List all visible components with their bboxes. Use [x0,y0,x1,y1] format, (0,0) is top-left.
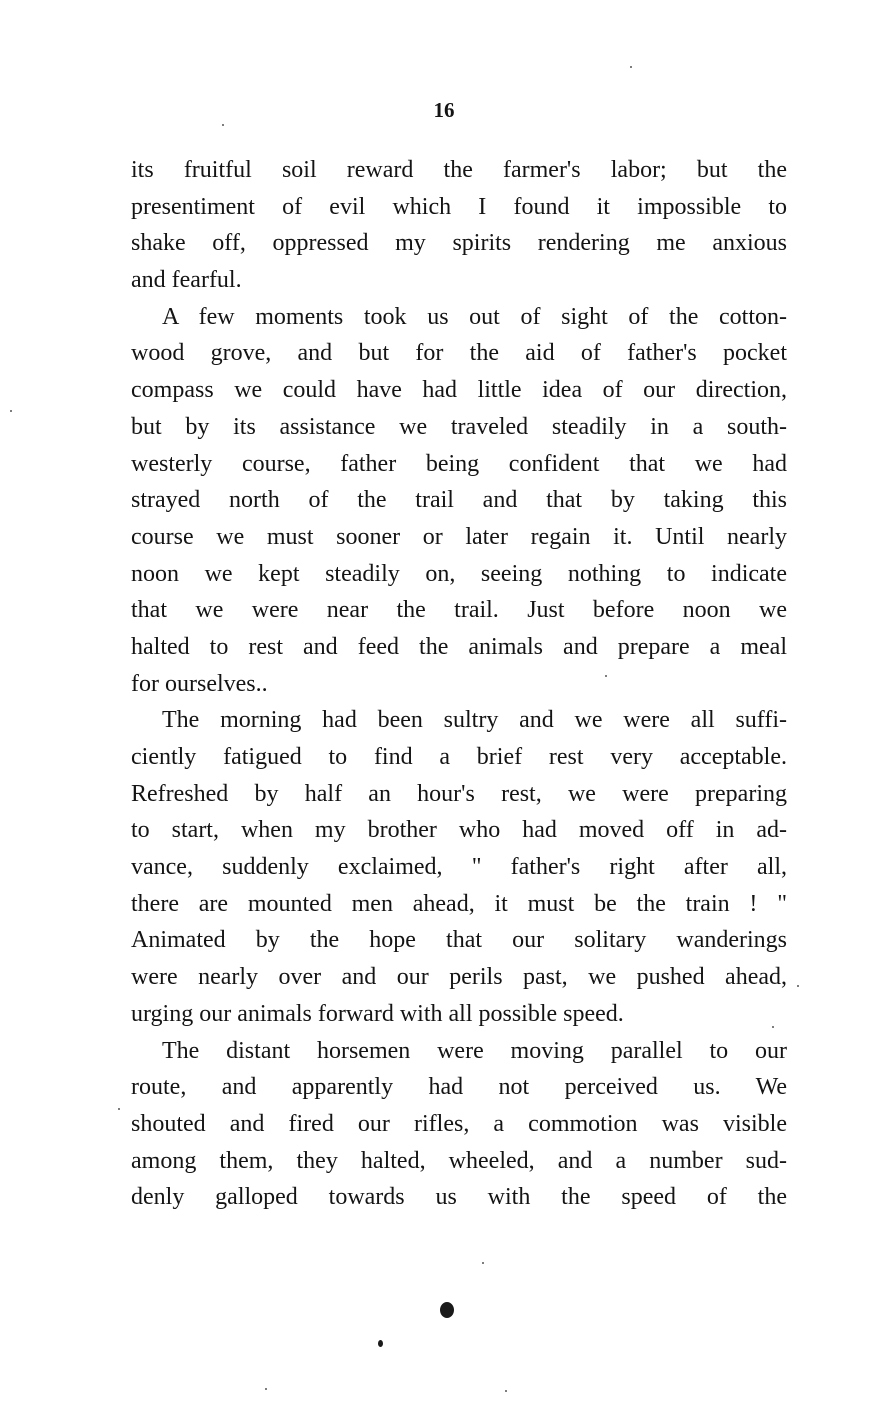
paper-speck [630,66,632,68]
text-line: halted to rest and feed the animals and prepare a meal [131,633,787,660]
text-line: The morning had been sultry and we were all suffi- [162,707,787,734]
page-number: 16 [433,98,455,122]
text-line: urging our animals forward with all possible speed. [131,1000,624,1027]
text-line: but by its assistance we traveled steadily in a south- [131,413,787,440]
paragraph-4 [131,1033,787,1216]
text-line: denly galloped towards us with the speed of the [131,1184,787,1211]
text-line: vance, suddenly exclaimed, " father's right after all, [131,854,787,881]
text-line: to start, when my brother who had moved off in ad- [131,817,787,844]
text-line: that we were near the trail. Just before noon we [131,597,787,624]
paragraph-2 [131,299,787,703]
paper-speck [772,1026,774,1028]
ink-blot [440,1302,454,1318]
text-line: there are mounted men ahead, it must be the train ! " [131,890,787,917]
text-line: compass we could have had little idea of our direction, [131,377,787,404]
text-line: A few moments took us out of sight of the cotton- [162,303,787,330]
paper-speck [118,1108,120,1110]
text-line: Animated by the hope that our solitary wanderings [131,927,787,954]
text-line: among them, they halted, wheeled, and a number sud- [131,1147,787,1174]
text-line: The distant horsemen were moving parallel to our [162,1037,787,1064]
paper-speck [265,1388,267,1390]
text-line: wood grove, and but for the aid of father's pocket [131,340,787,367]
text-line: presentiment of evil which I found it impossible to [131,193,787,220]
text-line: shouted and fired our rifles, a commotion was visible [131,1110,787,1137]
text-line: noon we kept steadily on, seeing nothing to indicate [131,560,787,587]
paper-speck [10,410,12,412]
paragraph-1 [131,152,787,299]
text-line: Refreshed by half an hour's rest, we were preparing [131,780,787,807]
text-line: shake off, oppressed my spirits rendering me anxious [131,230,787,257]
text-line: for ourselves.. [131,670,268,697]
text-line: westerly course, father being confident that we had [131,450,787,477]
paper-speck [505,1390,507,1392]
text-line: route, and apparently had not perceived us. We [131,1074,787,1101]
text-line: and fearful. [131,267,242,294]
text-line: its fruitful soil reward the farmer's labor; but the [131,157,787,183]
paper-speck [797,985,799,987]
text-line: ciently fatigued to find a brief rest very acceptable. [131,744,787,770]
text-line: strayed north of the trail and that by taking this [131,487,787,514]
text-line: were nearly over and our perils past, we pushed ahead, [131,964,787,991]
page-body [131,152,787,1216]
text-line: course we must sooner or later regain it. Until nearly [131,523,787,550]
paragraph-3 [131,702,787,1032]
ink-dot [378,1340,383,1347]
paper-speck [482,1262,484,1264]
paper-speck [605,675,607,677]
paper-speck [222,124,224,126]
